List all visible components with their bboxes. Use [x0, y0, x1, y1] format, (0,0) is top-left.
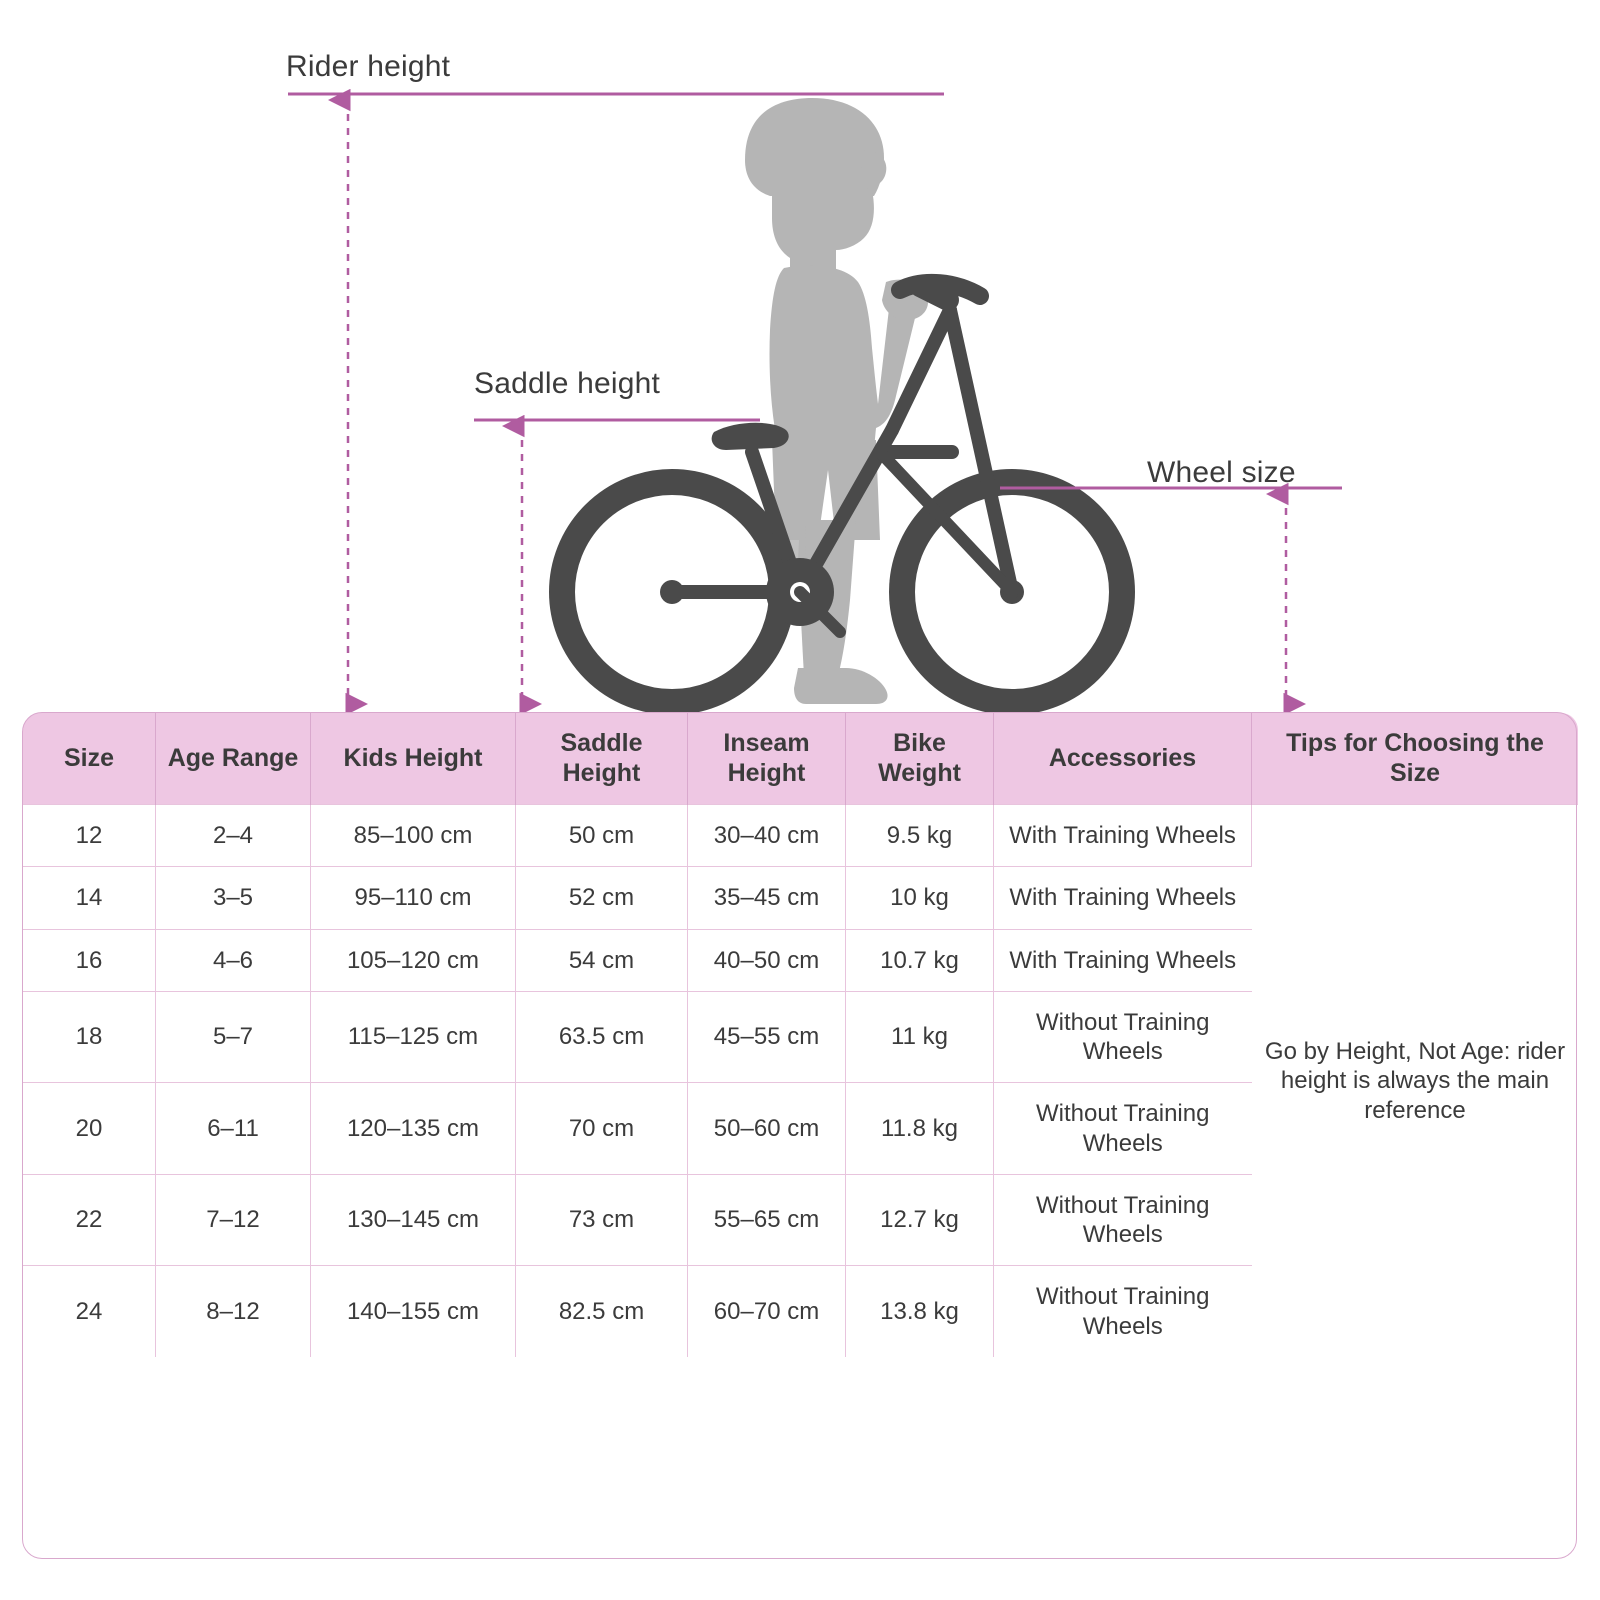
bike-size-table-container	[22, 712, 1578, 1358]
cell-age-range: 4–6	[156, 929, 311, 991]
saddle-height-label: Saddle height	[474, 367, 661, 400]
bike-size-table	[22, 712, 1579, 1358]
cell-age-range: 3–5	[156, 867, 311, 929]
rider-height-label: Rider height	[286, 50, 451, 83]
cell-accessories: With Training Wheels	[994, 805, 1252, 867]
illustration-svg	[0, 0, 1600, 715]
cell-saddle-height: 70 cm	[516, 1083, 688, 1175]
cell-size: 24	[23, 1266, 156, 1358]
column-header-inseam-height: Inseam Height	[688, 713, 846, 805]
column-header-tips: Tips for Choosing the Size	[1252, 713, 1579, 805]
column-header-kids-height: Kids Height	[311, 713, 516, 805]
cell-size: 12	[23, 805, 156, 867]
cell-inseam-height: 60–70 cm	[688, 1266, 846, 1358]
wheel-size-dimension	[1000, 488, 1342, 704]
column-header-accessories: Accessories	[994, 713, 1252, 805]
cell-saddle-height: 82.5 cm	[516, 1266, 688, 1358]
cell-kids-height: 130–145 cm	[311, 1174, 516, 1266]
cell-size: 20	[23, 1083, 156, 1175]
cell-inseam-height: 35–45 cm	[688, 867, 846, 929]
cell-saddle-height: 52 cm	[516, 867, 688, 929]
cell-size: 16	[23, 929, 156, 991]
cell-inseam-height: 30–40 cm	[688, 805, 846, 867]
cell-kids-height: 95–110 cm	[311, 867, 516, 929]
cell-saddle-height: 63.5 cm	[516, 991, 688, 1083]
cell-accessories: Without Training Wheels	[994, 1174, 1252, 1266]
column-header-size: Size	[23, 713, 156, 805]
cell-age-range: 8–12	[156, 1266, 311, 1358]
cell-inseam-height: 40–50 cm	[688, 929, 846, 991]
cell-accessories: Without Training Wheels	[994, 991, 1252, 1083]
column-header-bike-weight: Bike Weight	[846, 713, 994, 805]
cell-accessories: Without Training Wheels	[994, 1266, 1252, 1358]
table-row	[23, 805, 1579, 867]
cell-kids-height: 105–120 cm	[311, 929, 516, 991]
cell-saddle-height: 50 cm	[516, 805, 688, 867]
cell-kids-height: 85–100 cm	[311, 805, 516, 867]
cell-age-range: 7–12	[156, 1174, 311, 1266]
cell-bike-weight: 11 kg	[846, 991, 994, 1083]
cell-age-range: 6–11	[156, 1083, 311, 1175]
cell-inseam-height: 45–55 cm	[688, 991, 846, 1083]
cell-inseam-height: 50–60 cm	[688, 1083, 846, 1175]
cell-saddle-height: 54 cm	[516, 929, 688, 991]
bike-sizing-illustration	[0, 0, 1600, 715]
cell-kids-height: 140–155 cm	[311, 1266, 516, 1358]
cell-bike-weight: 13.8 kg	[846, 1266, 994, 1358]
cell-saddle-height: 73 cm	[516, 1174, 688, 1266]
cell-accessories: With Training Wheels	[994, 929, 1252, 991]
cell-bike-weight: 9.5 kg	[846, 805, 994, 867]
cell-tips: Go by Height, Not Age: rider height is always the main reference	[1252, 805, 1579, 1358]
cell-accessories: With Training Wheels	[994, 867, 1252, 929]
cell-age-range: 2–4	[156, 805, 311, 867]
cell-size: 14	[23, 867, 156, 929]
cell-bike-weight: 12.7 kg	[846, 1174, 994, 1266]
cell-bike-weight: 10 kg	[846, 867, 994, 929]
column-header-age-range: Age Range	[156, 713, 311, 805]
cell-inseam-height: 55–65 cm	[688, 1174, 846, 1266]
cell-kids-height: 115–125 cm	[311, 991, 516, 1083]
column-header-saddle-height: Saddle Height	[516, 713, 688, 805]
cell-accessories: Without Training Wheels	[994, 1083, 1252, 1175]
table-header-row	[23, 713, 1579, 805]
wheel-size-label: Wheel size	[1147, 456, 1296, 489]
cell-bike-weight: 10.7 kg	[846, 929, 994, 991]
cell-size: 22	[23, 1174, 156, 1266]
cell-size: 18	[23, 991, 156, 1083]
cell-age-range: 5–7	[156, 991, 311, 1083]
cell-bike-weight: 11.8 kg	[846, 1083, 994, 1175]
cell-kids-height: 120–135 cm	[311, 1083, 516, 1175]
saddle-height-dimension	[474, 420, 760, 704]
